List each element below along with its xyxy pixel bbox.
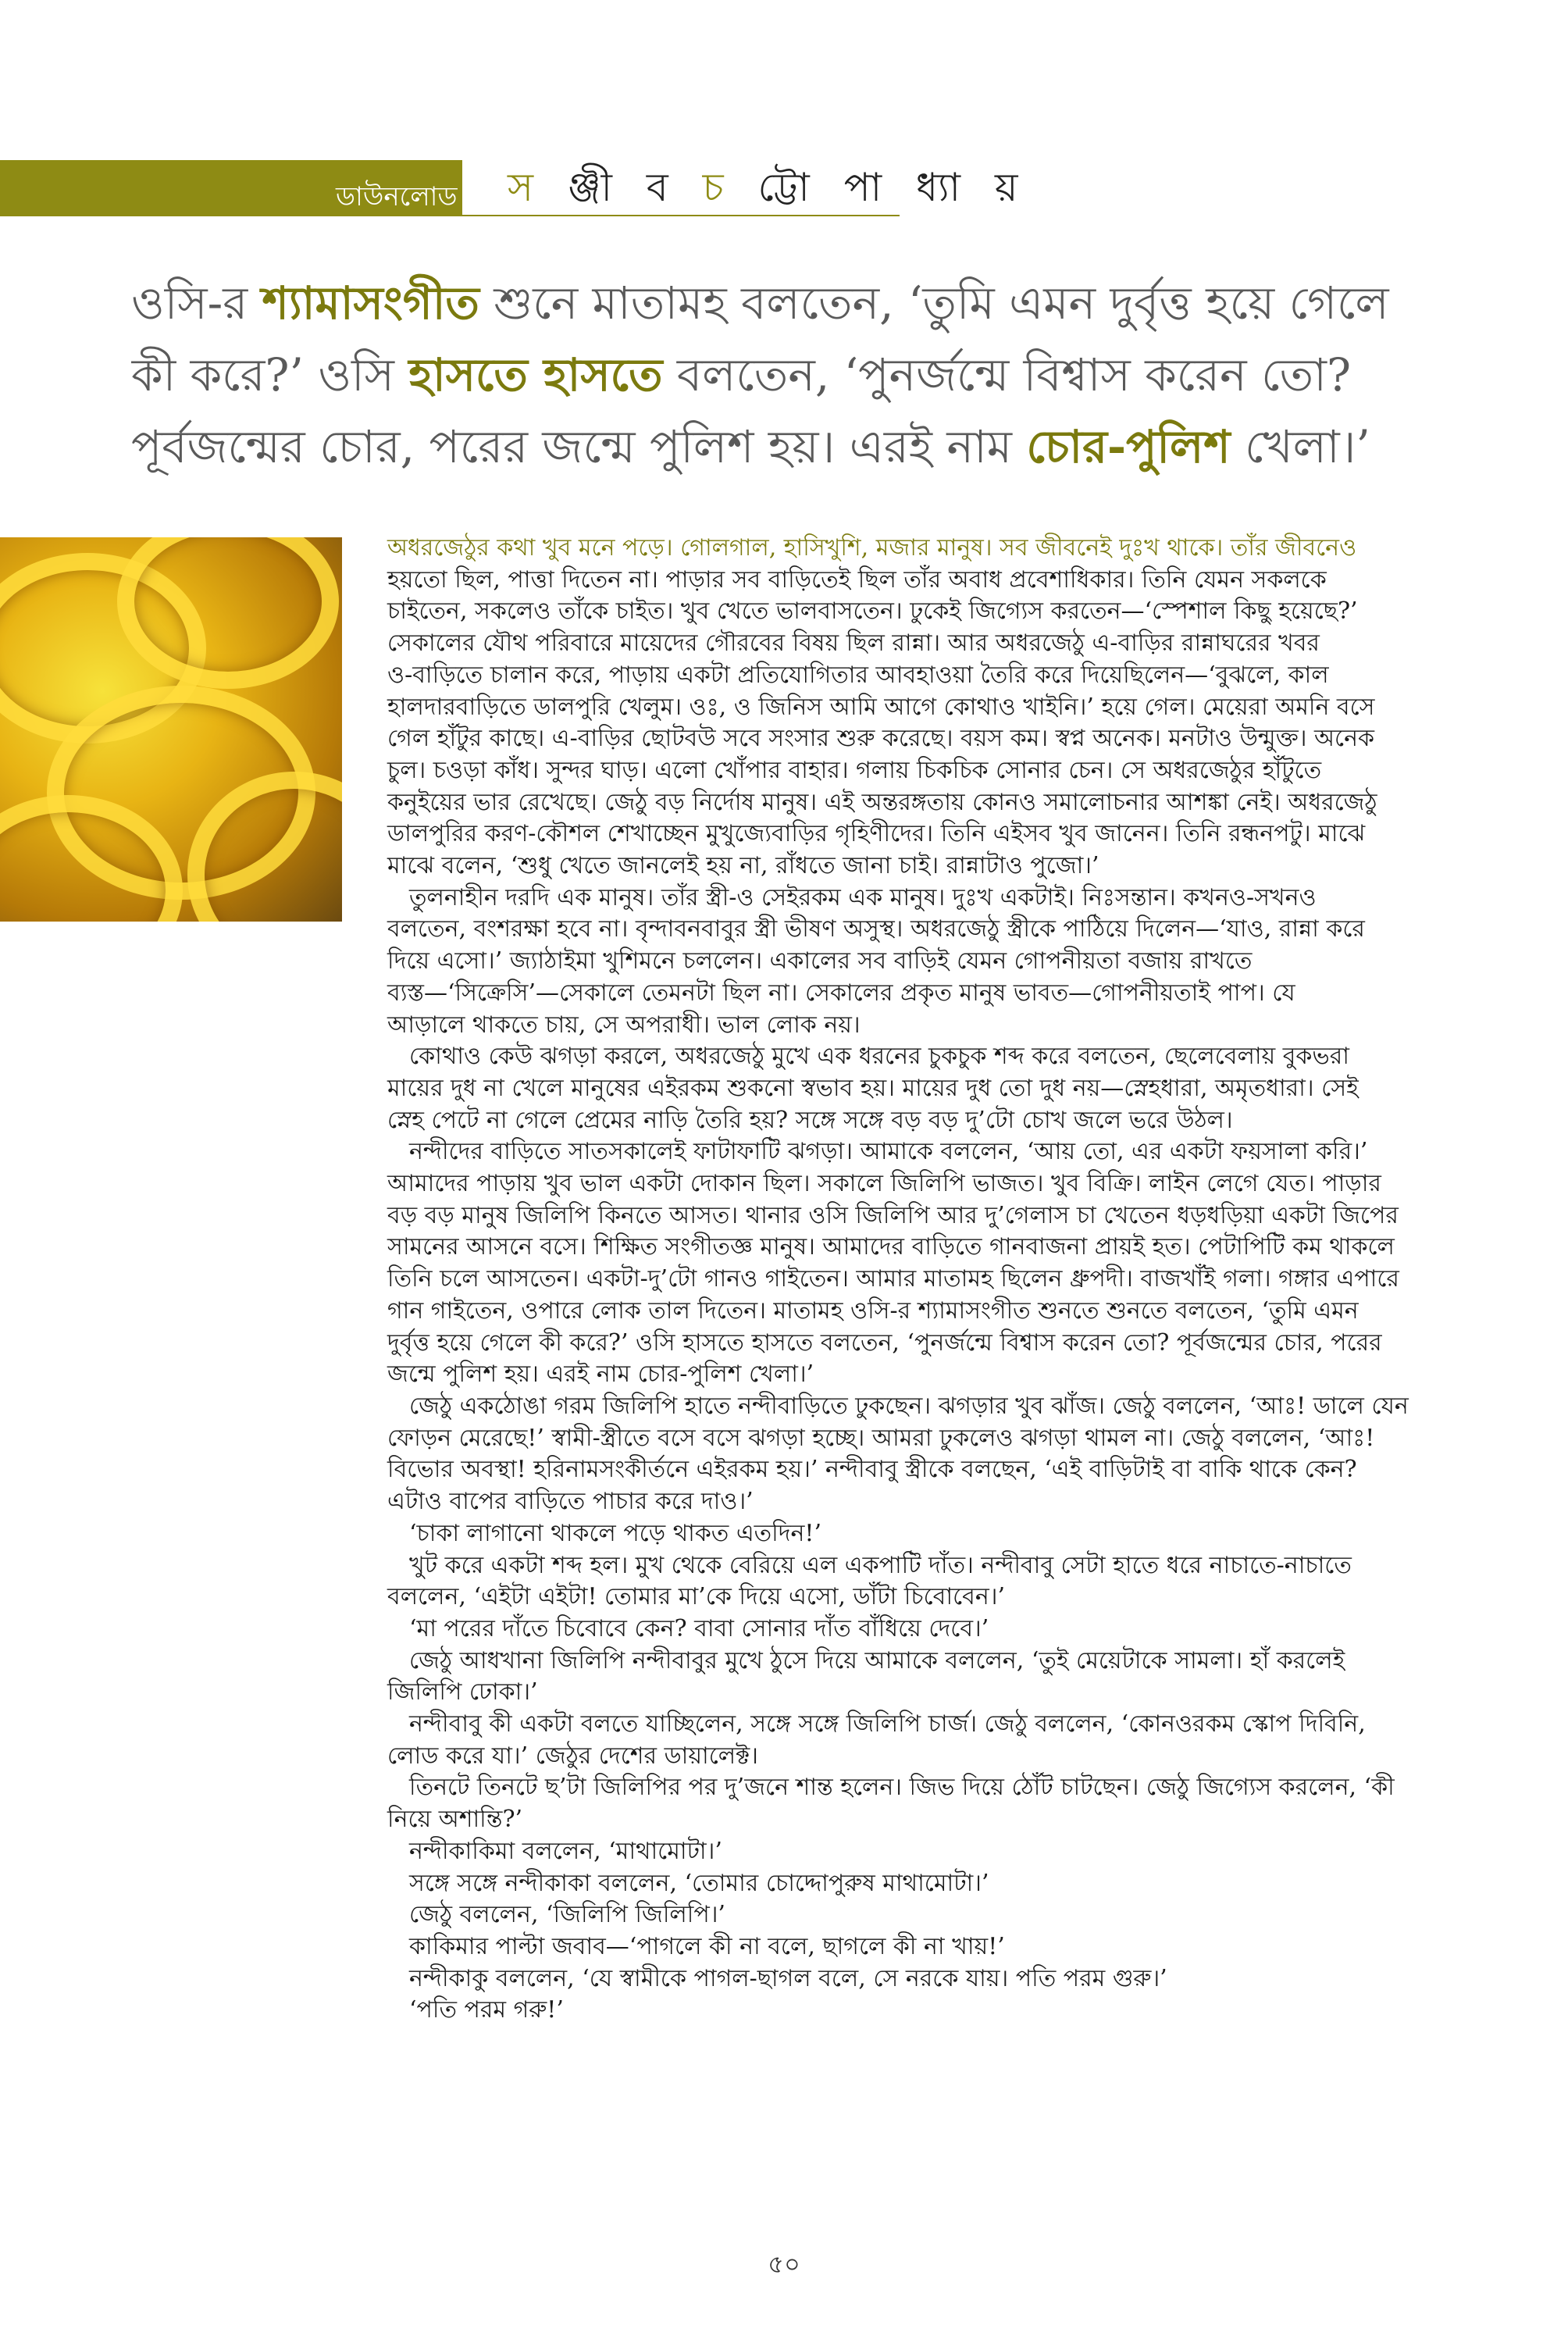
- text-line: খুট করে একটা শব্দ হল। মুখ থেকে বেরিয়ে এল একপাটি দাঁত। নন্দীবাবু সেটা হাতে ধরে নাচাতে-নাচাতে: [409, 1551, 1352, 1579]
- text-line: বিভোর অবস্থা! হরিনামসংকীর্তনে এইরকম হয়।’ নন্দীবাবু স্ত্রীকে বলছেন, ‘এই বাড়িটাই বা বাকি থাকে কেন?: [387, 1456, 1357, 1484]
- paragraph-6: ‘চাকা লাগানো থাকলে পড়ে থাকত এতদিন!’: [409, 1519, 822, 1547]
- lead-line: অধরজেঠুর কথা খুব মনে পড়ে। গোলগাল, হাসিখুশি, মজার মানুষ। সব জীবনেই দুঃখ থাকে। তাঁর জীবনেও: [387, 534, 1357, 562]
- text-line: গান গাইতেন, ওপারে লোক তাল দিতেন। মাতামহ ওসি-র শ্যামাসংগীত শুনতে শুনতে বলতেন, ‘তুমি এমন: [387, 1296, 1359, 1325]
- text-line: এটাও বাপের বাড়িতে পাচার করে দাও।’: [387, 1488, 754, 1516]
- paragraph-3: [387, 1041, 1465, 1136]
- text-line: হয়তো ছিল, পাত্তা দিতেন না। পাড়ার সব বাড়িতেই ছিল তাঁর অবাধ প্রবেশাধিকার। তিনি যেমন সকলকে: [387, 565, 1327, 594]
- paragraph-9: [387, 1646, 1465, 1709]
- text-line: মাঝে বলেন, ‘শুধু খেতে জানলেই হয় না, রাঁধতে জানা চাই। রান্নাটাও পুজো।’: [387, 852, 1099, 880]
- text-line: বললেন, ‘এইটা এইটা! তোমার মা’কে দিয়ে এসো, ডাঁটা চিবোবেন।’: [387, 1583, 1005, 1611]
- paragraph-17: ‘পতি পরম গরু!’: [409, 1996, 564, 2024]
- text-line: কোথাও কেউ ঝগড়া করলে, অধরজেঠু মুখে এক ধরনের চুকচুক শব্দ করে বলতেন, ছেলেবেলায় বুকভরা: [409, 1043, 1349, 1071]
- paragraph-14: জেঠু বললেন, ‘জিলিপি জিলিপি।’: [409, 1901, 725, 1929]
- author-initial-2: চ: [702, 165, 735, 210]
- author-name-part-2: ট্টো পা ধ্যা য়: [757, 165, 1029, 210]
- paragraph-8: ‘মা পরের দাঁতে চিবোবে কেন? বাবা সোনার দাঁত বাঁধিয়ে দেবে।’: [409, 1614, 989, 1642]
- paragraph-4: [387, 1136, 1465, 1391]
- text-line: দুর্বৃত্ত হয়ে গেলে কী করে?’ ওসি হাসতে হাসতে বলতেন, ‘পুনর্জন্মে বিশ্বাস করেন তো? পূর্বজন্মের চোর, পরের: [387, 1328, 1382, 1357]
- pq-text: কী করে?’ ওসি: [131, 348, 409, 401]
- text-line: ডালপুরির করণ-কৌশল শেখাচ্ছেন মুখুজ্যেবাড়ির গৃহিণীদের। তিনি এইসব খুব জানেন। তিনি রন্ধনপটু। মাঝে: [387, 820, 1366, 848]
- text-line: তুলনাহীন দরদি এক মানুষ। তাঁর স্ত্রী-ও সেইরকম এক মানুষ। দুঃখ একটাই। নিঃসন্তান। কখনও-সখনও: [409, 883, 1317, 911]
- pq-text: ওসি-র: [131, 276, 262, 330]
- jalebi-photo: [0, 537, 342, 922]
- paragraph-5: [387, 1391, 1465, 1518]
- text-line: আমাদের পাড়ায় খুব ভাল একটা দোকান ছিল। সকালে জিলিপি ভাজত। খুব বিক্রি। লাইন লেগে যেত। পাড়ার: [387, 1170, 1381, 1198]
- paragraph-16: নন্দীকাকু বললেন, ‘যে স্বামীকে পাগল-ছাগল বলে, সে নরকে যায়। পতি পরম গুরু।’: [409, 1964, 1167, 1992]
- pull-quote-line-1: [131, 267, 1459, 339]
- text-line: সেকালের যৌথ পরিবারে মায়েদের গৌরবের বিষয় ছিল রান্না। আর অধরজেঠু এ-বাড়ির রান্নাঘরের খবর: [387, 629, 1320, 658]
- text-line: বলতেন, বংশরক্ষা হবে না। বৃন্দাবনবাবুর স্ত্রী ভীষণ অসুস্থ। অধরজেঠু স্ত্রীকে পাঠিয়ে দিলেন—‘যাও, রান্না করে: [387, 915, 1365, 943]
- pq-text: শুনে মাতামহ বলতেন, ‘তুমি এমন দুর্বৃত্ত হয়ে গেলে: [479, 276, 1389, 330]
- text-line: জন্মে পুলিশ হয়। এরই নাম চোর-পুলিশ খেলা।’: [387, 1360, 814, 1389]
- text-line: চুল। চওড়া কাঁধ। সুন্দর ঘাড়। এলো খোঁপার বাহার। গলায় চিকচিক সোনার চেন। সে অধরজেঠুর হাঁটুতে: [387, 756, 1322, 784]
- text-line: লোড করে যা।’ জেঠুর দেশের ডায়ালেক্ট।: [387, 1742, 758, 1770]
- text-line: নিয়ে অশান্তি?’: [387, 1806, 523, 1834]
- text-line: ফোড়ন মেরেছে!’ স্বামী-স্ত্রীতে বসে বসে ঝগড়া হচ্ছে। আমরা ঢুকলেও ঝগড়া থামল না। জেঠু বললেন, ‘আঃ!: [387, 1424, 1375, 1452]
- text-line: জেঠু একঠোঙা গরম জিলিপি হাতে নন্দীবাড়িতে ঢুকছেন। ঝগড়ার খুব ঝাঁজ। জেঠু বললেন, ‘আঃ! ডালে যেন: [409, 1392, 1409, 1420]
- paragraph-2: [387, 883, 1465, 1042]
- paragraph-15: কাকিমার পাল্টা জবাব—‘পাগলে কী না বলে, ছাগলে কী না খায়!’: [409, 1932, 1005, 1960]
- header-rule: [462, 215, 900, 216]
- text-line: স্নেহ পেটে না গেলে প্রেমের নাড়ি তৈরি হয়? সঙ্গে সঙ্গে বড় বড় দু’টো চোখ জলে ভরে উঠল।: [387, 1106, 1233, 1134]
- page-number: ৫০: [768, 2249, 800, 2279]
- paragraph-11: [387, 1772, 1465, 1835]
- paragraph-1: [387, 565, 1465, 883]
- paragraph-13: সঙ্গে সঙ্গে নন্দীকাকা বললেন, ‘তোমার চোদ্দোপুরুষ মাথামোটা।’: [409, 1869, 989, 1897]
- text-line: জেঠু আধখানা জিলিপি নন্দীবাবুর মুখে ঠুসে দিয়ে আমাকে বললেন, ‘তুই মেয়েটাকে সামলা। হাঁ করলেই: [409, 1646, 1345, 1674]
- paragraph-10: [387, 1709, 1465, 1772]
- pq-highlight: চোর-পুলিশ: [1026, 420, 1231, 473]
- text-line: জিলিপি ঢোকা।’: [387, 1678, 538, 1706]
- paragraph-7: [387, 1550, 1465, 1614]
- text-line: ব্যস্ত—‘সিক্রেসি’—সেকালে তেমনটা ছিল না। সেকালের প্রকৃত মানুষ ভাবত—গোপনীয়তাই পাপ। যে: [387, 979, 1295, 1007]
- text-line: মায়ের দুধ না খেলে মানুষের এইরকম শুকনো স্বভাব হয়। মায়ের দুধ তো দুধ নয়—স্নেহধারা, অমৃতধারা। সেই: [387, 1074, 1359, 1102]
- text-line: ও-বাড়িতে চালান করে, পাড়ায় একটা প্রতিযোগিতার আবহাওয়া তৈরি করে দিয়েছিলেন—‘বুঝলে, কাল: [387, 661, 1329, 689]
- text-line: তিনি চলে আসতেন। একটা-দু’টো গানও গাইতেন। আমার মাতামহ ছিলেন ধ্রুপদী। বাজখাঁই গলা। গঙ্গার এপারে: [387, 1265, 1399, 1293]
- text-line: সামনের আসনে বসে। শিক্ষিত সংগীতজ্ঞ মানুষ। আমাদের বাড়িতে গানবাজনা প্রায়ই হত। পেটাপিটি কম থাকলে: [387, 1233, 1395, 1261]
- text-line: নন্দীদের বাড়িতে সাতসকালেই ফাটাফাটি ঝগড়া। আমাকে বললেন, ‘আয় তো, এর একটা ফয়সালা করি।’: [409, 1138, 1368, 1166]
- text-line: তিনটে তিনটে ছ’টা জিলিপির পর দু’জনে শান্ত হলেন। জিভ দিয়ে ঠোঁট চাটছেন। জেঠু জিগ্যেস করলেন, ‘কী: [409, 1774, 1395, 1802]
- text-line: দিয়ে এসো।’ জ্যাঠাইমা খুশিমনে চললেন। একালের সব বাড়িই যেমন গোপনীয়তা বজায় রাখতে: [387, 947, 1253, 975]
- pq-highlight: হাসতে হাসতে: [408, 348, 663, 401]
- pq-highlight: শ্যামাসংগীত: [262, 276, 479, 330]
- pq-text: বলতেন, ‘পুনর্জন্মে বিশ্বাস করেন তো?: [662, 348, 1352, 401]
- pull-quote-line-3: [131, 411, 1459, 483]
- author-initial-1: স: [508, 165, 545, 210]
- article-body: [387, 533, 1465, 2027]
- pq-text: পূর্বজন্মের চোর, পরের জন্মে পুলিশ হয়। এরই নাম: [131, 420, 1027, 473]
- author-name: [508, 160, 1028, 215]
- text-line: চাইতেন, সকলেও তাঁকে চাইত। খুব খেতে ভালবাসতেন। ঢুকেই জিগ্যেস করতেন—‘স্পেশাল কিছু হয়েছে?’: [387, 597, 1358, 626]
- paragraph-12: নন্দীকাকিমা বললেন, ‘মাথামোটা।’: [409, 1837, 722, 1865]
- text-line: হালদারবাড়িতে ডালপুরি খেলুম। ওঃ, ও জিনিস আমি আগে কোথাও খাইনি।’ হয়ে গেল। মেয়েরা অমনি বসে: [387, 693, 1375, 721]
- author-name-part-1: ঞ্জী ব: [567, 165, 679, 210]
- text-line: গেল হাঁটুর কাছে। এ-বাড়ির ছোটবউ সবে সংসার শুরু করেছে। বয়স কম। স্বপ্ন অনেক। মনটাও উন্মুক্ত। অনেক: [387, 725, 1374, 753]
- pull-quote: [131, 267, 1459, 483]
- text-line: আড়ালে থাকতে চায়, সে অপরাধী। ভাল লোক নয়।: [387, 1011, 861, 1039]
- text-line: বড় বড় মানুষ জিলিপি কিনতে আসত। থানার ওসি জিলিপি আর দু’গেলাস চা খেতেন ধড়ধড়িয়া একটা জিপের: [387, 1201, 1399, 1229]
- section-label: ডাউনলোড: [336, 181, 458, 212]
- text-line: কনুইয়ের ভার রেখেছে। জেঠু বড় নির্দোষ মানুষ। এই অন্তরঙ্গতায় কোনও সমালোচনার আশঙ্কা নেই। অধরজেঠু: [387, 788, 1377, 816]
- text-line: নন্দীবাবু কী একটা বলতে যাচ্ছিলেন, সঙ্গে সঙ্গে জিলিপি চার্জ। জেঠু বললেন, ‘কোনওরকম স্কোপ দিবিনি,: [409, 1710, 1366, 1738]
- pq-text: খেলা।’: [1230, 420, 1370, 473]
- pull-quote-line-2: [131, 339, 1459, 411]
